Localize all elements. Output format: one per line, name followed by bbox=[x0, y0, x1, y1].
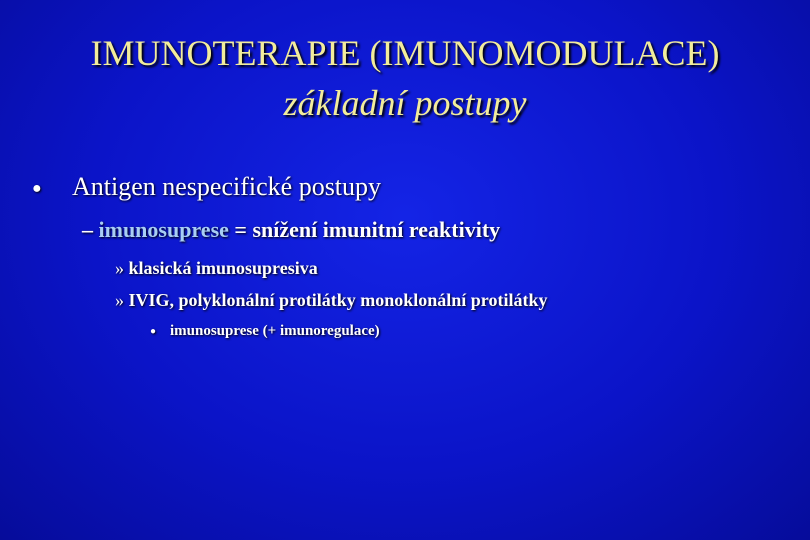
title-line-1: IMUNOTERAPIE (IMUNOMODULACE) bbox=[90, 33, 720, 73]
dash-marker: – bbox=[82, 217, 93, 242]
bullet-level-4-text: imunosuprese (+ imunoregulace) bbox=[170, 323, 380, 339]
bullet-dot-icon: ● bbox=[32, 180, 42, 198]
highlight-term: imunosuprese bbox=[98, 217, 229, 242]
title-line-2: základní postupy bbox=[283, 83, 527, 123]
bullet-level-1-text: Antigen nespecifické postupy bbox=[72, 172, 382, 201]
bullet-level-2 bbox=[82, 215, 802, 245]
chevron-marker-icon: » bbox=[115, 290, 124, 310]
bullet-level-3 bbox=[115, 287, 805, 313]
bullet-dot-icon: ● bbox=[150, 325, 157, 337]
bullet-level-2-text: = snížení imunitní reaktivity bbox=[228, 217, 501, 242]
bullet-level-4 bbox=[150, 320, 800, 343]
bullet-level-3-text: IVIG, polyklonální protilátky monoklonální protilátky bbox=[128, 290, 548, 310]
chevron-marker-icon: » bbox=[115, 258, 124, 278]
bullet-level-3 bbox=[115, 255, 805, 281]
slide-title bbox=[0, 28, 810, 128]
bullet-level-3-text: klasická imunosupresiva bbox=[128, 258, 318, 278]
bullet-level-1 bbox=[32, 170, 792, 206]
